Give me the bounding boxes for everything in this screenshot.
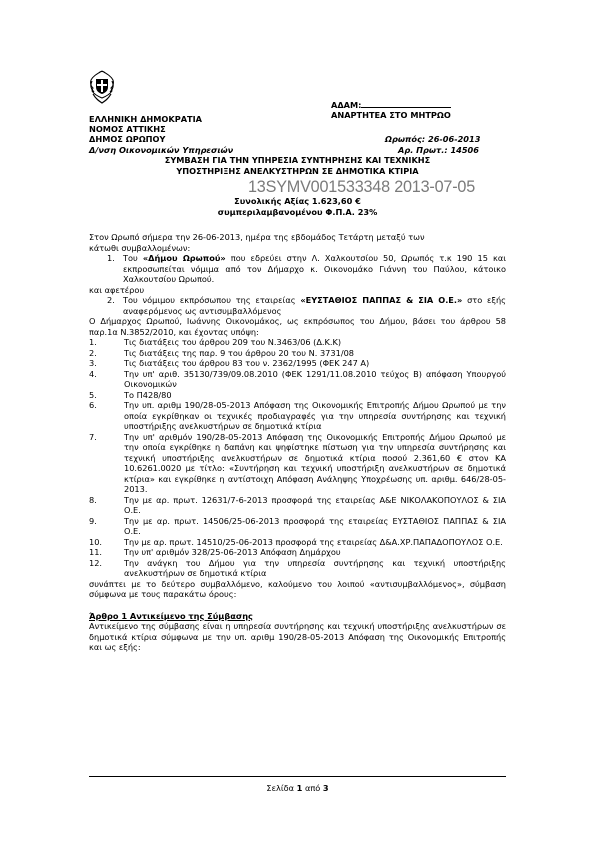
party-1-num: 1. xyxy=(107,253,115,263)
consideration-number: 6. xyxy=(89,400,97,410)
consideration-text: Τις διατάξεις του άρθρου 209 του Ν.3463/06 (Δ.Κ.Κ) xyxy=(124,337,342,347)
consideration-item xyxy=(89,495,506,516)
consideration-number: 12. xyxy=(89,557,103,568)
party-2-num: 2. xyxy=(107,295,115,305)
party-2-text xyxy=(123,295,506,316)
consideration-number: 7. xyxy=(89,431,97,442)
consideration-number: 11. xyxy=(89,547,103,557)
consideration-item xyxy=(89,337,506,348)
consideration-item xyxy=(89,432,506,495)
title-line-2: ΥΠΟΣΤΗΡΙΞΗΣ ΑΝΕΛΚΥΣΤΗΡΩΝ ΣΕ ΔΗΜΟΤΙΚΑ ΚΤΙΡΙΑ xyxy=(176,166,419,176)
consideration-number: 10. xyxy=(89,536,103,547)
party-2-rest: στο εξής αναφερόμενος ως αντισυμβαλλόμενος xyxy=(123,295,506,316)
article-1-heading: Άρθρο 1 Αντικείμενο της Σύμβασης xyxy=(89,610,253,621)
consideration-number: 1. xyxy=(89,337,97,347)
consideration-number: 9. xyxy=(89,515,97,526)
consideration-text: Τις διατάξεις της παρ. 9 του άρθρου 20 του Ν. 3731/08 xyxy=(124,347,354,358)
consideration-item xyxy=(89,390,506,401)
title-line-1: ΣΥΜΒΑΣΗ ΓΙΑ ΤΗΝ ΥΠΗΡΕΣΙΑ ΣΥΝΤΗΡΗΣΗΣ ΚΑΙ ΤΕΧΝΙΚΗΣ xyxy=(164,155,431,165)
consideration-text: Την υπ' αριθ. 35130/739/09.08.2010 (ΦΕΚ 1291/11.08.2010 τεύχος Β) απόφαση Υπουργού Οικονομικών xyxy=(124,368,506,389)
article-1-text: Αντικείμενο της σύμβασης είναι η υπηρεσία συντήρησης και τεχνική υποστήριξης ανελκυστήρων σε δημοτικά κτίρια σύμφωνα με την υπ. αριθμ 190/28-05-2013 Απόφαση της Οικονομικής Επιτροπής και ως εξής: xyxy=(89,621,506,652)
consideration-number: 2. xyxy=(89,347,97,358)
consideration-text: Το Π428/80 xyxy=(124,389,172,400)
intro-line-1: Στον Ωρωπό σήμερα την 26-06-2013, ημέρα της εβδομάδος Τετάρτη μεταξύ των xyxy=(89,232,425,242)
and-other: και αφετέρου xyxy=(89,284,145,295)
consideration-item xyxy=(89,516,506,537)
party-1-text xyxy=(123,253,506,285)
header-prefecture: ΝΟΜΟΣ ΑΤΤΙΚΗΣ xyxy=(89,124,166,134)
greek-emblem-icon xyxy=(89,70,115,104)
consideration-item xyxy=(89,400,506,432)
title-vat: συμπεριλαμβανομένου Φ.Π.Α. 23% xyxy=(217,207,378,217)
footer-divider xyxy=(89,776,506,777)
header-directorate: Δ/νση Οικονομικών Υπηρεσιών xyxy=(89,145,234,155)
consideration-item xyxy=(89,369,506,390)
footer-current-page: 1 xyxy=(296,783,303,793)
header-municipality: ΔΗΜΟΣ ΩΡΩΠΟΥ xyxy=(89,134,166,144)
adam-blank xyxy=(361,99,451,108)
consideration-text: Τις διατάξεις του άρθρου 83 του ν. 2362/1995 (ΦΕΚ 247 Α) xyxy=(124,358,370,368)
header-date-place: Ωρωπός: 26-06-2013 xyxy=(385,134,481,144)
consideration-text: Την υπ. αριθμ 190/28-05-2013 Απόφαση της Οικονομικής Επιτροπής Δήμου Ωρωπού με την οποία εγκρίθηκαν οι τεχνικές προδιαγραφές για την υπηρεσία συντήρησης και τεχνική υποστήριξης ανελκυστήρων σε δημοτικά κτίρια xyxy=(124,400,506,431)
title-value: Συνολικής Αξίας 1.623,60 € xyxy=(234,196,361,206)
anartitea-note: ΑΝΑΡΤΗΤΕΑ ΣΤΟ ΜΗΤΡΩΟ xyxy=(331,110,451,120)
adam-label: ΑΔΑΜ: xyxy=(331,100,362,110)
footer-prefix: Σελίδα xyxy=(266,783,297,793)
adam-field xyxy=(331,99,451,111)
footer-middle: από xyxy=(302,783,323,793)
consideration-text: Την με αρ. πρωτ. 14506/25-06-2013 προσφορά της εταιρείας ΕΥΣΤΑΘΙΟΣ ΠΑΠΠΑΣ & ΣΙΑ Ο.Ε. xyxy=(124,515,506,536)
consideration-item xyxy=(89,547,506,558)
consideration-number: 3. xyxy=(89,358,97,368)
consideration-number: 8. xyxy=(89,494,97,505)
party-1-pre: Του xyxy=(123,253,143,263)
consideration-item xyxy=(89,358,506,369)
footer-total-pages: 3 xyxy=(322,783,329,793)
party-2-name: «ΕΥΣΤΑΘΙΟΣ ΠΑΠΠΑΣ & ΣΙΑ Ο.Ε.» xyxy=(300,295,463,305)
header-republic: ΕΛΛΗΝΙΚΗ ΔΗΜΟΚΡΑΤΙΑ xyxy=(89,114,203,124)
header-protocol: Αρ. Πρωτ.: 14506 xyxy=(398,145,479,155)
intro-section xyxy=(89,232,506,653)
consideration-text: Την υπ' αριθμόν 190/28-05-2013 Απόφαση της Οικονομικής Επιτροπής Δήμου Ωρωπού με την οποία εγκρίθηκε η δαπάνη και ψηφίστηκε πίστωση για την υπηρεσία συντήρησης και τεχνική υποστήριξης ανελκυστήρων σε δημοτικά κτίρια ποσού 2.361,60 € στον ΚΑ 10.6261.0020 με τίτλο: «Συντήρηση και τεχνική υποστήριξη ανελκυστήρων σε δημοτικά κτίρια» και εγκρίθηκε η αντίστοιχη Απόφαση Ανάληψης Υποχρέωσης υπ. αριθμ. 646/28-05-2013. xyxy=(124,431,506,494)
consideration-text: Την υπ' αριθμόν 328/25-06-2013 Απόφαση Δημάρχου xyxy=(124,547,341,557)
party-1-name: «Δήμου Ωρωπού» xyxy=(142,253,226,263)
consideration-text: Την ανάγκη του Δήμου για την υπηρεσία συντήρησης και τεχνική υποστήριξης ανελκυστήρων σε δημοτικά κτίρια xyxy=(124,557,506,578)
party-1 xyxy=(107,253,506,285)
registration-stamp: 13SYMV001533348 2013-07-05 xyxy=(248,178,476,196)
intro-line-2: κάτωθι συμβαλλομένων: xyxy=(89,242,191,253)
party-2 xyxy=(107,295,506,316)
party-2-pre: Του νόμιμου εκπρόσωπου της εταιρείας xyxy=(123,295,301,305)
consideration-number: 5. xyxy=(89,389,97,400)
consideration-text: Την με αρ. πρωτ. 12631/7-6-2013 προσφορά της εταιρείας Α&Ε ΝΙΚΟΛΑΚΟΠΟΥΛΟΣ & ΣΙΑ Ο.Ε. xyxy=(124,494,506,515)
consideration-text: Την με αρ. πρωτ. 14510/25-06-2013 προσφορά της εταιρείας Δ&Α.ΧΡ.ΠΑΠΑΔΟΠΟΥΛΟΣ Ο.Ε. xyxy=(124,536,503,547)
consideration-item xyxy=(89,558,506,579)
party-1-rest: που εδρεύει στην Λ. Χαλκουτσίου 50, Ωρωπός τ.κ 190 15 και εκπροσωπείται νόμιμα από τον Δήμαρχο κ. Οικονομάκο Γιάννη του Παύλου, κάτοικο Χαλκουτσίου Ωρωπού. xyxy=(123,253,506,284)
consideration-item xyxy=(89,537,506,548)
page-footer xyxy=(89,783,506,794)
mayor-line: Ο Δήμαρχος Ωρωπού, Ιωάννης Οικονομάκος, ως εκπρόσωπος του Δήμου, βάσει του άρθρου 58 παρ.1α Ν.3852/2010, και έχοντας υπόψη: xyxy=(89,316,506,337)
consideration-item xyxy=(89,348,506,359)
consideration-number: 4. xyxy=(89,368,97,379)
considerations-list xyxy=(89,337,506,579)
agreement-text: συνάπτει με το δεύτερο συμβαλλόμενο, καλούμενο του λοιπού «αντισυμβαλλόμενος», σύμβαση σύμφωνα με τους παρακάτω όρους: xyxy=(89,578,506,599)
